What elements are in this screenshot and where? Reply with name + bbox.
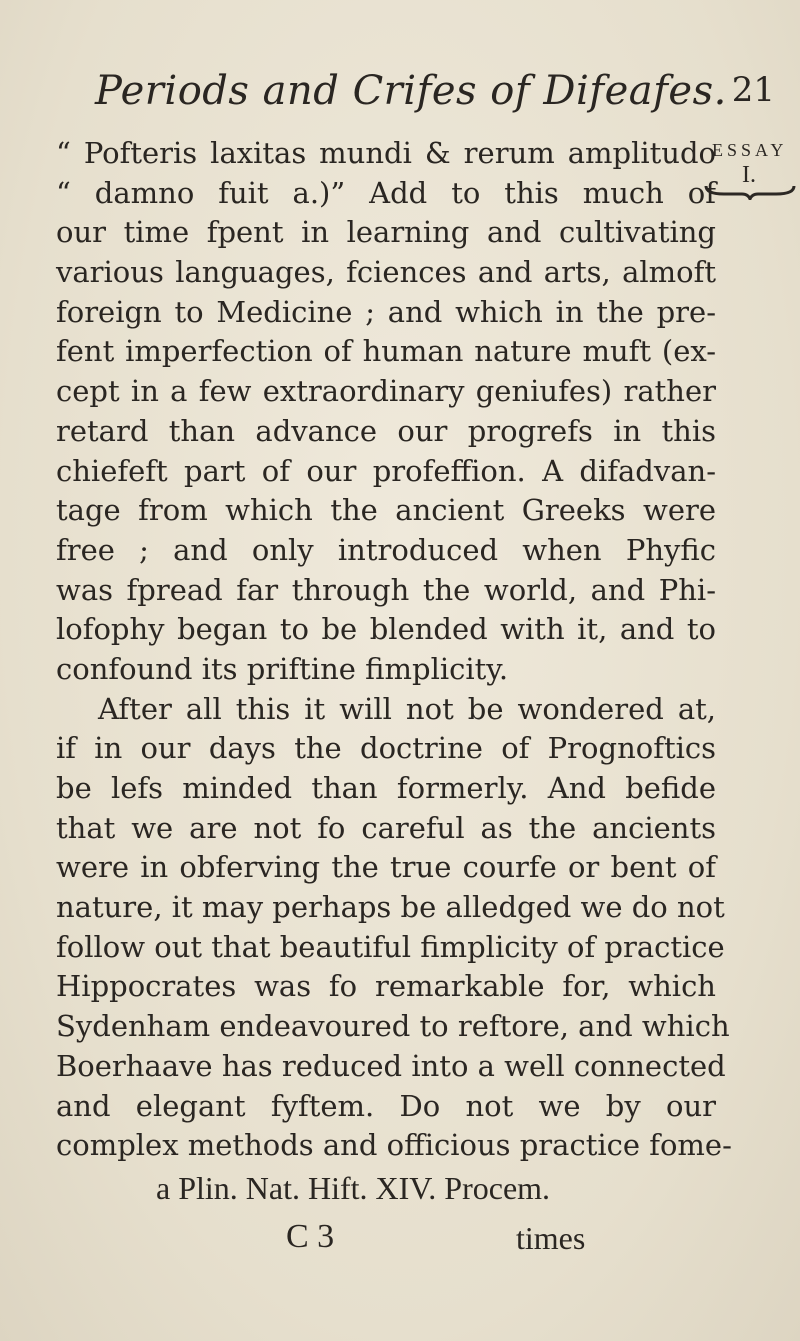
text-line: follow out that beautiful fimplicity of practice [56,929,725,964]
text-line: foreign to Medicine ; and which in the pre- [56,294,716,329]
running-head: Periods and Crifes of Difeafes. [95,68,727,114]
text-line: nature, it may perhaps be alledged we do not [56,890,725,925]
page-header [95,68,775,118]
text-line: that we are not fo careful as the ancients [56,810,716,845]
text-line: complex methods and officious practice fome- [56,1128,732,1163]
text-line: free ; and only introduced when Phyfic [56,532,716,567]
signature-mark: C 3 [286,1218,335,1255]
text-line: confound its priftine fimplicity. [56,651,509,686]
text-line: tage from which the ancient Greeks were [56,493,716,528]
margin-caption: ESSAY [712,140,788,160]
page-number: 21 [731,70,775,110]
text-line: were in obferving the true courfe or bent of [56,850,716,885]
text-line: “ damno fuit a.)” Add to this much of [56,175,716,210]
catchword: times [516,1220,586,1256]
text-line: lofophy began to be blended with it, and to [56,612,716,647]
text-line: Hippocrates was fo remarkable for, which [56,969,716,1004]
text-line: if in our days the doctrine of Prognoftics [56,731,716,766]
text-line: After all this it will not be wondered at, [98,691,716,726]
text-line: cept in a few extraordinary geniufes) rather [56,374,716,409]
text-line: various languages, fciences and arts, almoft [56,255,716,290]
text-line: Boerhaave has reduced into a well connected [56,1048,726,1083]
text-line: was fpread far through the world, and Phi- [56,572,716,607]
text-line: our time fpent in learning and cultivating [56,215,716,250]
brace-icon [704,182,796,200]
text-line: Sydenham endeavoured to reftore, and which [56,1009,730,1044]
text-line: retard than advance our progrefs in this [56,413,716,448]
footnote: a Plin. Nat. Hift. XIV. Procem. [156,1170,551,1206]
text-line: “ Pofteris laxitas mundi & rerum amplitudo [56,136,716,170]
margin-number: I. [742,162,756,188]
text-line: chiefeft part of our profeffion. A difadvan- [56,453,716,488]
text-line: and elegant fyftem. Do not we by our [56,1088,716,1123]
text-line: fent imperfection of human nature muft (ex- [56,334,716,369]
body-text [56,134,732,1166]
text-line: be lefs minded than formerly. And befide [56,771,716,805]
